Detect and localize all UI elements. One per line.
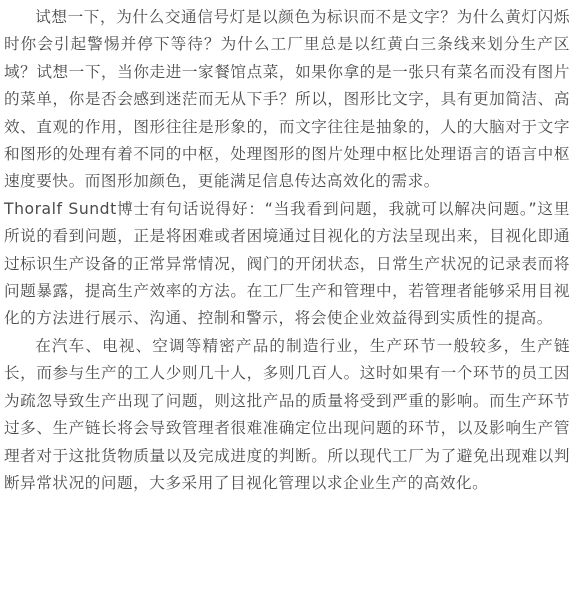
paragraph-sundt-quote: Thoralf Sundt博士有句话说得好：“当我看到问题，我就可以解决问题。”这里所说的看到问题，正是将困难或者困境通过目视化的方法呈现出来，目视化即通过标识生产设备的正常异常情况，阀门的开闭状态，日常生产状况的记录表而将问题暴露，提高生产效率的方法。在工厂生产和管理中，若管理者能够采用目视化的方法进行展示、沟通、控制和警示，将会使企业效益得到实质性的提高。 [4, 199, 570, 328]
article-body [4, 4, 570, 497]
paragraph-traffic-signals: 试想一下，为什么交通信号灯是以颜色为标识而不是文字？为什么黄灯闪烁时你会引起警惕并停下等待？为什么工厂里总是以红黄白三条线来划分生产区域？试想一下，当你走进一家餐馆点菜，如果你拿的是一张只有菜名而没有图片的菜单，你是否会感到迷茫而无从下手？所以，图形比文字，具有更加简洁、高效、直观的作用，图形往往是形象的，而文字往往是抽象的，人的大脑对于文字和图形的处理有着不同的中枢，处理图形的图片处理中枢比处理语言的语言中枢速度要快。而图形加颜色，更能满足信息传达高效化的需求。 [4, 8, 570, 191]
paragraph-manufacturing: 在汽车、电视、空调等精密产品的制造行业，生产环节一般较多，生产链长，而参与生产的工人少则几十人，多则几百人。这时如果有一个环节的员工因为疏忽导致生产出现了问题，则这批产品的质量将受到严重的影响。而生产环节过多、生产链长将会导致管理者很难准确定位出现问题的环节，以及影响生产管理者对于这批货物质量以及完成进度的判断。所以现代工厂为了避免出现难以判断异常状况的问题，大多采用了目视化管理以求企业生产的高效化。 [4, 336, 570, 492]
